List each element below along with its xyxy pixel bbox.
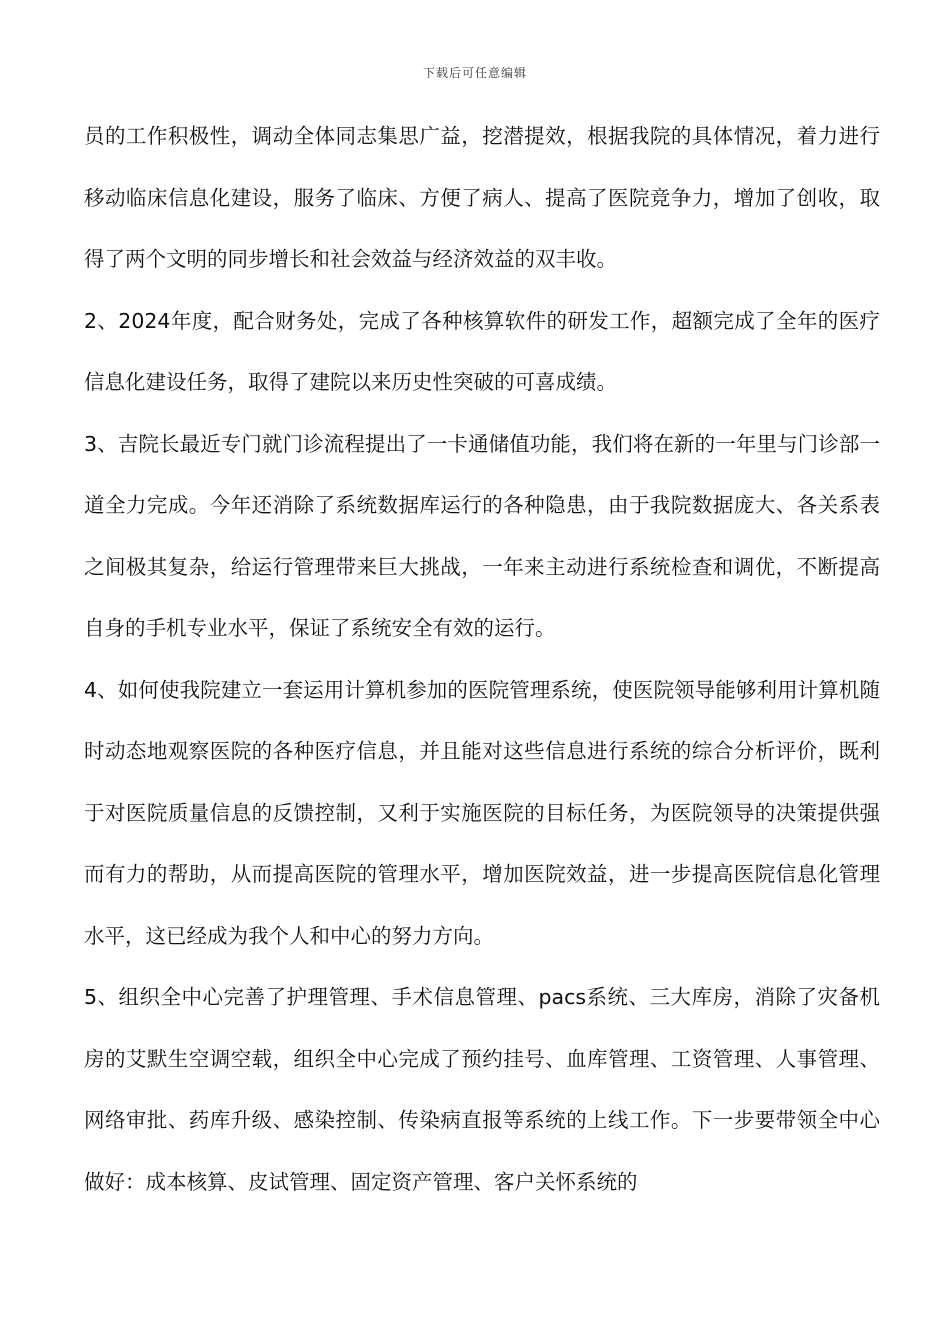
paragraph-2: 2、2024年度，配合财务处，完成了各种核算软件的研发工作，超额完成了全年的医疗信息化建设任务，取得了建院以来历史性突破的可喜成绩。	[84, 308, 880, 394]
paragraph-4: 4、如何使我院建立一套运用计算机参加的医院管理系统，使医院领导能够利用计算机随时动态地观察医院的各种医疗信息，并且能对这些信息进行系统的综合分析评价，既利于对医院质量信息的反馈控制，又利于实施医院的目标任务，为医院领导的决策提供强而有力的帮助，从而提高医院的管理水平，增加医院效益，进一步提高医院信息化管理水平，这已经成为我个人和中心的努力方向。	[84, 677, 880, 948]
paragraph-3: 3、吉院长最近专门就门诊流程提出了一卡通储值功能，我们将在新的一年里与门诊部一道全力完成。今年还消除了系统数据库运行的各种隐患，由于我院数据庞大、各关系表之间极其复杂，给运行管理带来巨大挑战，一年来主动进行系统检查和调优，不断提高自身的手机专业水平，保证了系统安全有效的运行。	[84, 431, 880, 640]
document-body	[84, 106, 880, 1213]
page-header-note: 下载后可任意编辑	[422, 66, 527, 80]
paragraph-5: 5、组织全中心完善了护理管理、手术信息管理、pacs系统、三大库房，消除了灾备机房的艾默生空调空载，组织全中心完成了预约挂号、血库管理、工资管理、人事管理、网络审批、药库升级、感染控制、传染病直报等系统的上线工作。下一步要带领全中心做好：成本核算、皮试管理、固定资产管理、客户关怀系统的	[84, 985, 880, 1194]
paragraph-1: 员的工作积极性，调动全体同志集思广益，挖潜提效，根据我院的具体情况，着力进行移动临床信息化建设，服务了临床、方便了病人、提高了医院竞争力，增加了创收，取得了两个文明的同步增长和社会效益与经济效益的双丰收。	[84, 124, 880, 271]
